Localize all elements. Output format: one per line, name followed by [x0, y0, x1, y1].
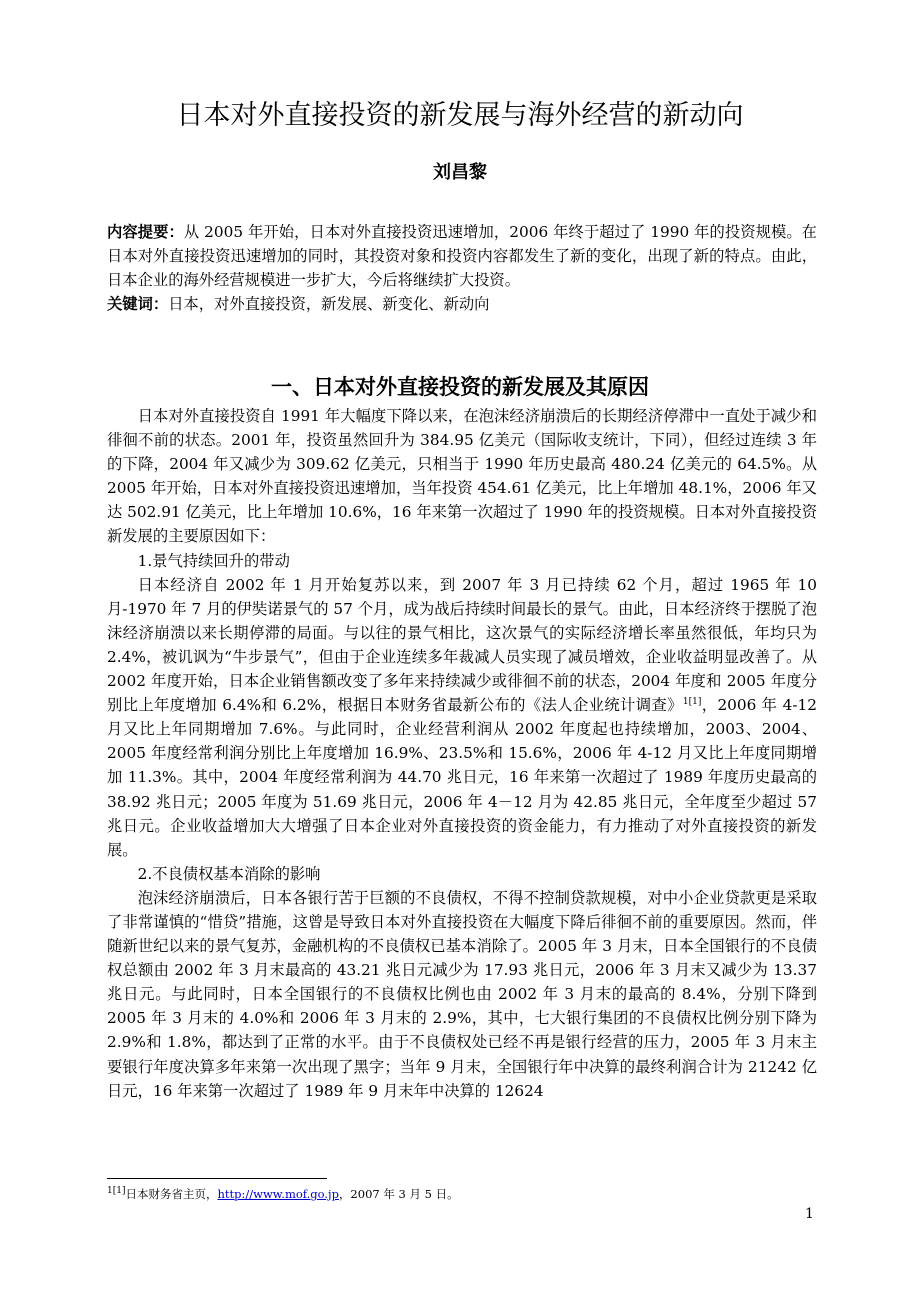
footnote-reference[interactable]: 1[1]: [682, 697, 702, 708]
body-paragraph-3: 泡沫经济崩溃后，日本各银行苦于巨额的不良债权，不得不控制贷款规模，对中小企业贷款更是采取了非常谨慎的“惜贷”措施，这曾是导致日本对外直接投资在大幅度下降后徘徊不前的重要原因。然而，伴随新世纪以来的景气复苏，金融机构的不良债权已基本消除了。2005 年 3 月末，日本全国银行的不良债权总额由 2002 年 3 月末最高的 43.21 兆日元减少为 17.93 兆日元，2006 年 3 月末又减少为 13.37 兆日元。与此同时，日本全国银行的不良债权比例也由 2002 年 3 月末的最高的 8.4%，分别下降到 2005 年 3 月末的 4.0%和 2006 年 3 月末的 2.9%，其中，七大银行集团的不良债权比例分别下降为 2.9%和 1.8%，都达到了正常的水平。由于不良债权处已经不再是银行经营的压力，2005 年 3 月末主要银行年度决算多年来第一次出现了黑字；当年 9 月末，全国银行年中决算的最终利润合计为 21242 亿日元，16 年来第一次超过了 1989 年 9 月末年中决算的 12624: [107, 888, 817, 1100]
abstract-text: 从 2005 年开始，日本对外直接投资迅速增加，2006 年终于超过了 1990 年的投资规模。在日本对外直接投资迅速增加的同时，其投资对象和投资内容都发生了新的变化，出现了新的特点。由此，日本企业的海外经营规模进一步扩大，今后将继续扩大投资。: [107, 223, 817, 290]
body-paragraph-2a: 日本经济自 2002 年 1 月开始复苏以来，到 2007 年 3 月已持续 62 个月，超过 1965 年 10 月-1970 年 7 月的伊奘诺景气的 57 个月，成为战后持续时间最长的景气。由此，日本经济终于摆脱了泡沫经济崩溃以来长期停滞的局面。与以往的景气相比，这次景气的实际经济增长率虽然很低，年均只为 2.4%，被讥讽为“牛步景气”，但由于企业连续多年裁减人员实现了减员增效，企业收益明显改善了。从 2002 年度开始，日本企业销售额改变了多年来持续减少或徘徊不前的状态，2004 年度和 2005 年度分别比上年度增加 6.4%和 6.2%，根据日本财务省最新公布的《法人企业统计调查》: [107, 575, 817, 715]
page-number: 1: [805, 1206, 814, 1222]
footnote-divider: [107, 1178, 327, 1179]
subheading-2: 2.不良债权基本消除的影响: [137, 864, 321, 883]
author-name: 刘昌黎: [433, 162, 487, 183]
abstract-block: [107, 220, 817, 316]
footnote-text-before: 日本财务省主页，: [125, 1187, 218, 1201]
keywords-text: 日本，对外直接投资，新发展、新变化、新动向: [168, 295, 490, 314]
abstract-label: 内容提要：: [107, 223, 184, 241]
body-paragraph-1: 日本对外直接投资自 1991 年大幅度下降以来，在泡沫经济崩溃后的长期经济停滞中一直处于减少和徘徊不前的状态。2001 年，投资虽然回升为 384.95 亿美元（国际收支统计，下同），但经过连续 3 年的下降，2004 年又减少为 309.62 亿美元，只相当于 1990 年历史最高 480.24 亿美元的 64.5%。从 2005 年开始，日本对外直接投资迅速增加，当年投资 454.61 亿美元，比上年增加 48.1%，2006 年又达 502.91 亿美元，比上年增加 10.6%，16 年来第一次超过了 1990 年的投资规模。日本对外直接投资新发展的主要原因如下：: [107, 407, 817, 546]
body-paragraph-2: [107, 573, 817, 862]
section-heading: 一、日本对外直接投资的新发展及其原因: [271, 375, 649, 399]
keywords-label: 关键词：: [107, 295, 169, 314]
subheading-1: 1.景气持续回升的带动: [137, 551, 290, 570]
footnote: [107, 1186, 817, 1202]
keywords-paragraph: [107, 292, 817, 316]
footnote-link[interactable]: http://www.mof.go.jp: [217, 1187, 339, 1201]
document-title: 日本对外直接投资的新发展与海外经营的新动向: [176, 100, 744, 131]
abstract-paragraph: [107, 220, 817, 292]
footnote-mark: 1[1]: [107, 1186, 126, 1197]
footnote-text-after: ，2007 年 3 月 5 日。: [338, 1187, 459, 1201]
body-paragraph-2b: ，2006 年 4-12 月又比上年同期增加 7.6%。与此同时，企业经营利润从 2002 年度起也持续增加，2003、2004、2005 年度经常利润分别比上年度增加 16.9%、23.5%和 15.6%，2006 年 4-12 月又比上年度同期增加 11.3%。其中，2004 年度经常利润为 44.70 兆日元，16 年来第一次超过了 1989 年度历史最高的 38.92 兆日元；2005 年度为 51.69 兆日元，2006 年 4－12 月为 42.85 兆日元，全年度至少超过 57 兆日元。企业收益增加大大增强了日本企业对外直接投资的资金能力，有力推动了对外直接投资的新发展。: [107, 696, 817, 859]
section-body: [107, 404, 817, 1103]
